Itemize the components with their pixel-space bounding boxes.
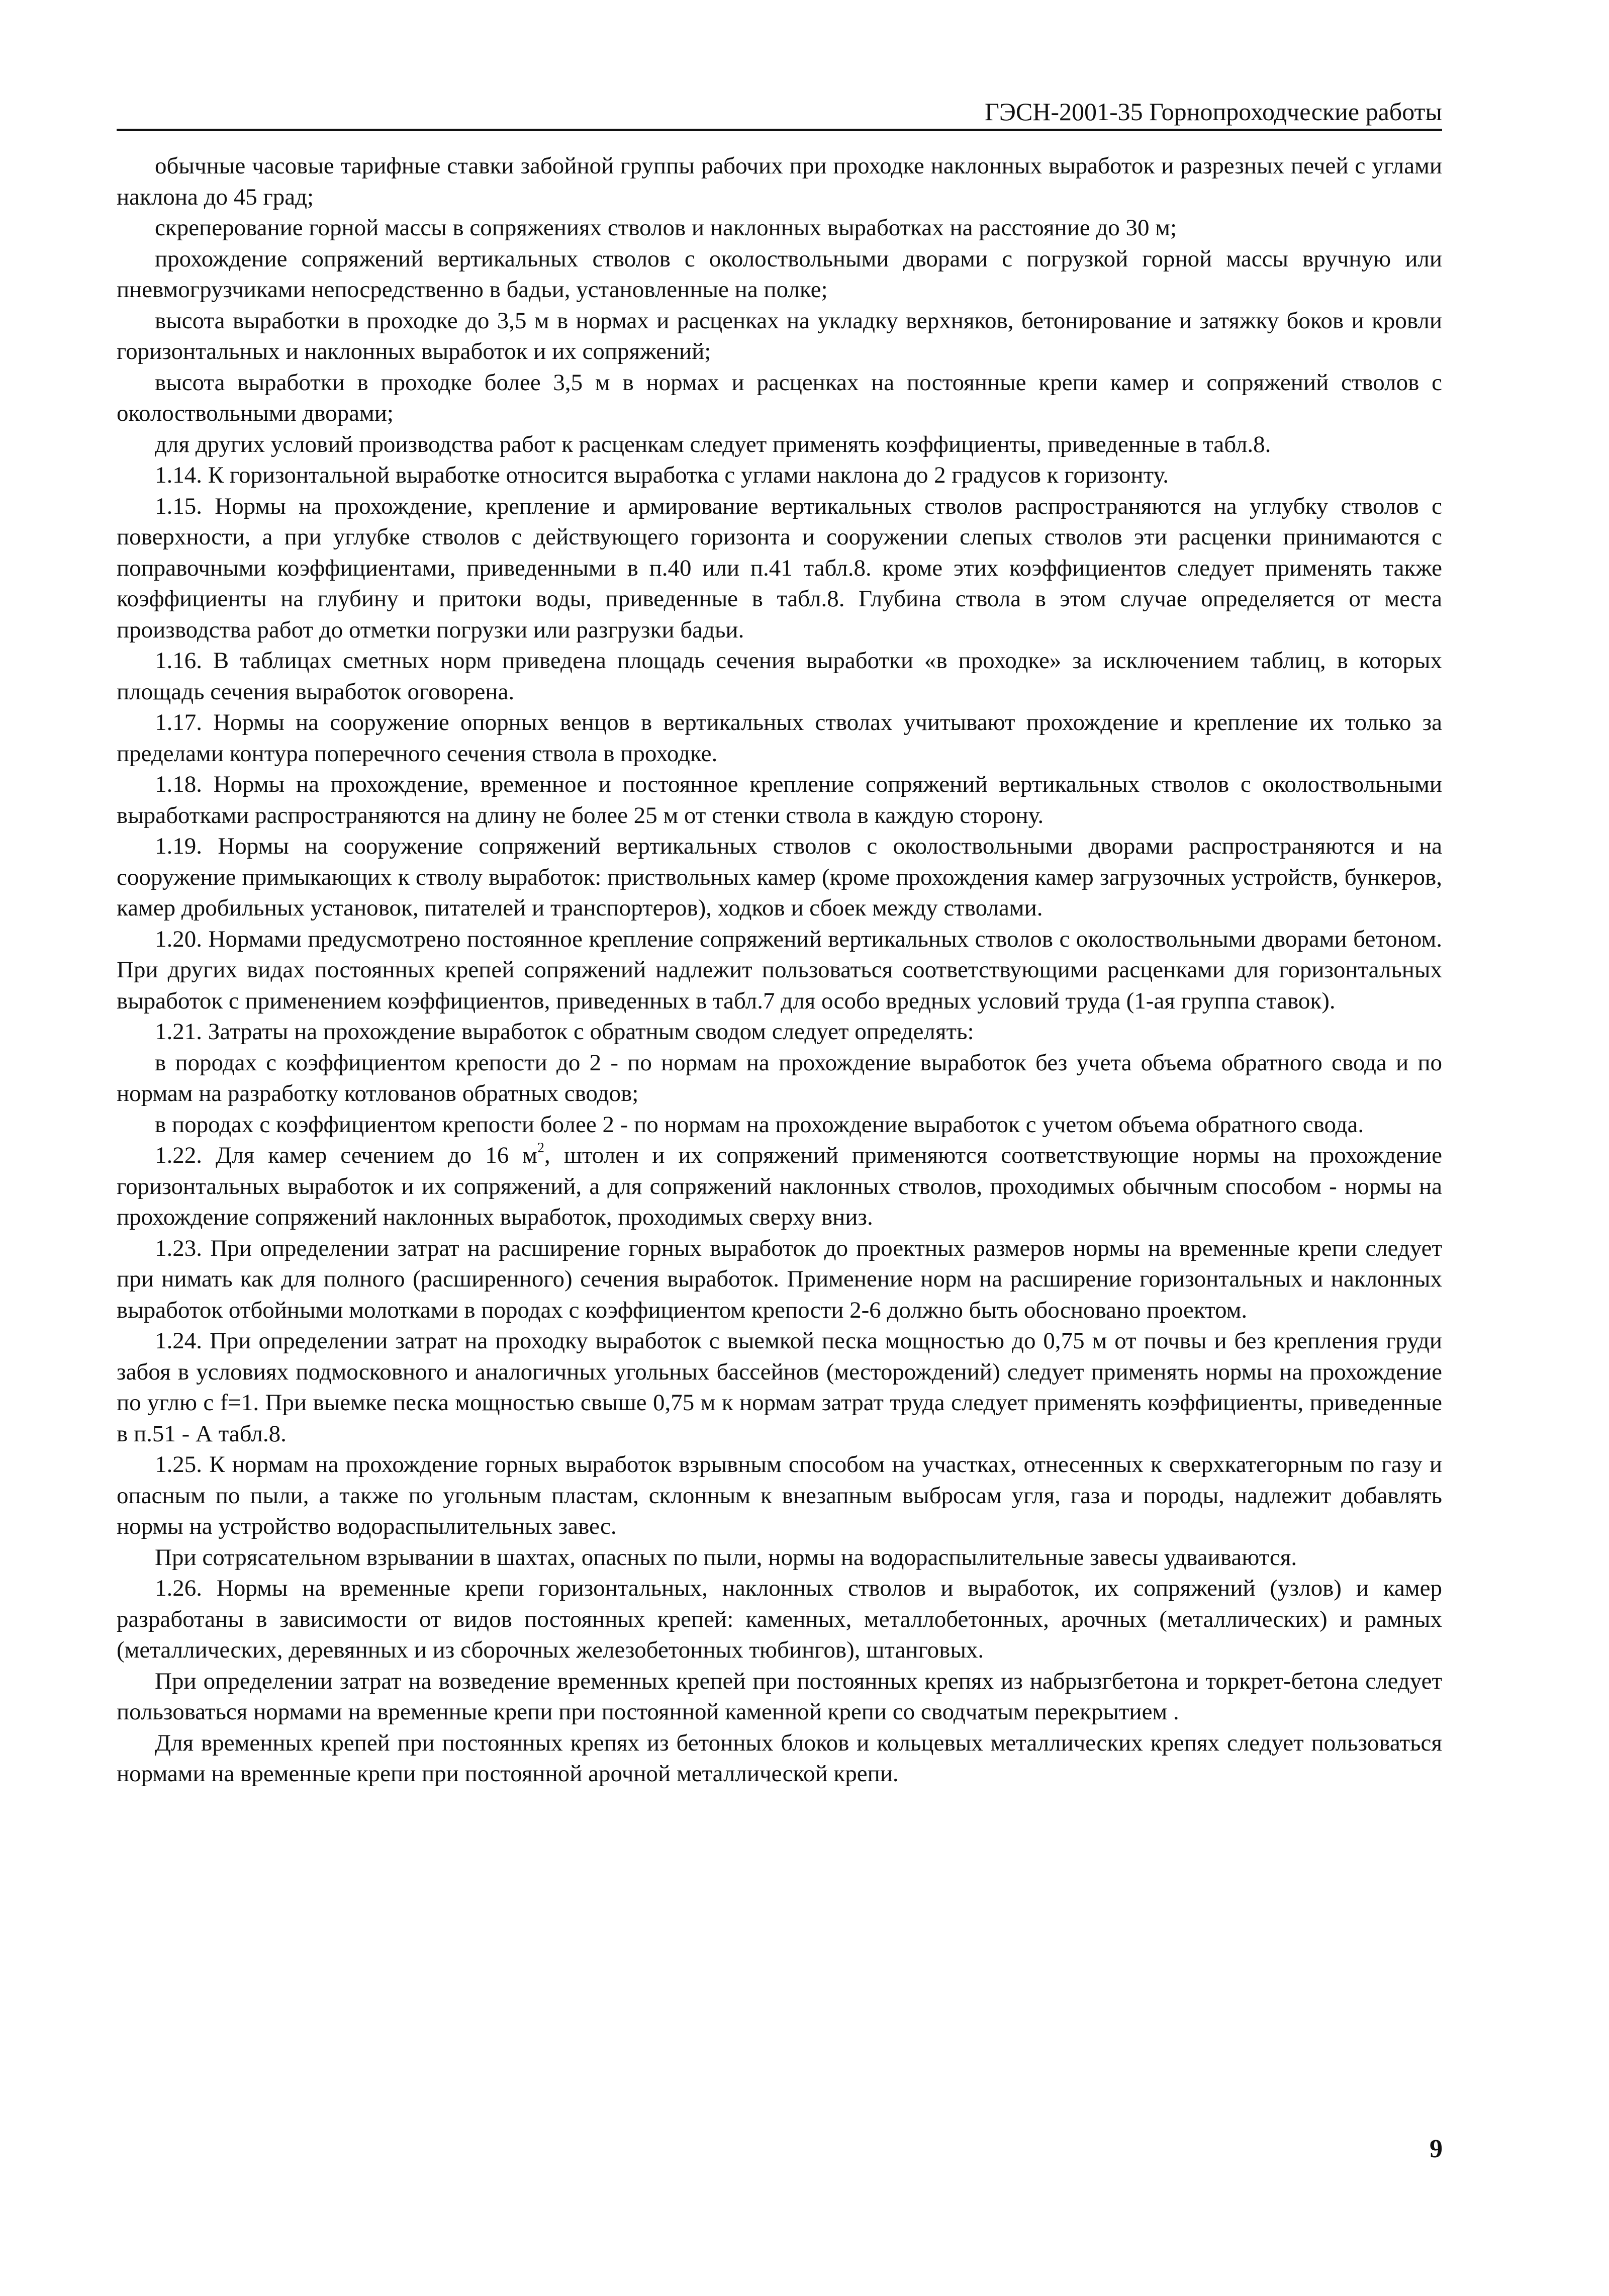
paragraph: Для временных крепей при постоянных крепях из бетонных блоков и кольцевых металлических крепях следует пользоваться нормами на временные крепи при постоянной арочной металлической крепи.	[117, 1729, 1442, 1787]
paragraph-1-22-start: 1.22. Для камер сечением до 16 м	[155, 1142, 538, 1168]
paragraph: для других условий производства работ к расценкам следует применять коэффициенты, приведенные в табл.8.	[155, 431, 1271, 457]
page-header	[117, 96, 1442, 131]
paragraph-1-18: 1.18. Нормы на прохождение, временное и постоянное крепление сопряжений вертикальных стволов с околоствольными выработками распространяются на длину не более 25 м от стенки ствола в каждую сторону.	[117, 771, 1442, 829]
paragraph: прохождение сопряжений вертикальных стволов с околоствольными дворами с погрузкой горной массы вручную или пневмогрузчиками непосредственно в бадьи, установленные на полке;	[117, 245, 1442, 303]
paragraph-1-25: 1.25. К нормам на прохождение горных выработок взрывным способом на участках, отнесенных к сверхкатегорным по газу и опасным по пыли, а также по угольным пластам, склонным к внезапным выбросам угля, газа и породы, надлежит добавлять нормы на устройство водораспылительных завес.	[117, 1451, 1442, 1539]
body-text	[117, 151, 1442, 1790]
paragraph: в породах с коэффициентом крепости до 2 - по нормам на прохождение выработок без учета объема обратного свода и по нормам на разработку котлованов обратных сводов;	[117, 1049, 1442, 1107]
paragraph-1-15: 1.15. Нормы на прохождение, крепление и армирование вертикальных стволов распространяются на углубку стволов с поверхности, а при углубке стволов с действующего горизонта и сооружении слепых стволов эти расценки принимаются с поправочными коэффициентами, приведенными в п.40 или п.41 табл.8. кроме этих коэффициентов следует применять также коэффициенты на глубину и притоки воды, приведенные в табл.8. Глубина ствола в этом случае определяется от места производства работ до отметки погрузки или разгрузки бадьи.	[117, 493, 1442, 643]
superscript: 2	[537, 1140, 545, 1156]
paragraph: в породах с коэффициентом крепости более 2 - по нормам на прохождение выработок с учетом объема обратного свода.	[155, 1111, 1364, 1138]
header-title: ГЭСН-2001-35 Горнопроходческие работы	[985, 98, 1442, 126]
paragraph-1-20: 1.20. Нормами предусмотрено постоянное крепление сопряжений вертикальных стволов с околоствольными дворами бетоном. При других видах постоянных крепей сопряжений надлежит пользоваться соответствующими расценками для горизонтальных выработок с применением коэффициентов, приведенных в табл.7 для особо вредных условий труда (1-ая группа ставок).	[117, 926, 1442, 1014]
paragraph-1-19: 1.19. Нормы на сооружение сопряжений вертикальных стволов с околоствольными дворами распространяются и на сооружение примыкающих к стволу выработок: приствольных камер (кроме прохождения камер загрузочных устройств, бункеров, камер дробильных установок, питателей и транспортеров), ходков и сбоек между стволами.	[117, 833, 1442, 921]
paragraph-1-14: 1.14. К горизонтальной выработке относится выработка с углами наклона до 2 градусов к горизонту.	[155, 462, 1169, 488]
paragraph-1-21: 1.21. Затраты на прохождение выработок с обратным сводом следует определять:	[155, 1019, 974, 1045]
paragraph-1-16: 1.16. В таблицах сметных норм приведена площадь сечения выработки «в проходке» за исключением таблиц, в которых площадь сечения выработок оговорена.	[117, 648, 1442, 705]
paragraph: При определении затрат на возведение временных крепей при постоянных крепях из набрызгбетона и торкрет-бетона следует пользоваться нормами на временные крепи при постоянной каменной крепи со сводчатым перекрытием .	[117, 1668, 1442, 1725]
paragraph: скреперование горной массы в сопряжениях стволов и наклонных выработках на расстояние до 30 м;	[155, 215, 1177, 241]
paragraph: высота выработки в проходке более 3,5 м в нормах и расценках на постоянные крепи камер и сопряжений стволов с околоствольными дворами;	[117, 369, 1442, 426]
paragraph: При сотрясательном взрывании в шахтах, опасных по пыли, нормы на водораспылительные завесы удваиваются.	[155, 1544, 1297, 1571]
paragraph-1-23: 1.23. При определении затрат на расширение горных выработок до проектных размеров нормы на временные крепи следует при нимать как для полного (расширенного) сечения выработок. Применение норм на расширение горизонтальных и наклонных выработок отбойными молотками в породах с коэффициентом крепости 2-6 должно быть обосновано проектом.	[117, 1235, 1442, 1323]
paragraph: высота выработки в проходке до 3,5 м в нормах и расценках на укладку верхняков, бетонирование и затяжку боков и кровли горизонтальных и наклонных выработок и их сопряжений;	[117, 307, 1442, 364]
paragraph-1-26: 1.26. Нормы на временные крепи горизонтальных, наклонных стволов и выработок, их сопряжений (узлов) и камер разработаны в зависимости от видов постоянных крепей: каменных, металлобетонных, арочных (металлических) и рамных (металлических, деревянных и из сборочных железобетонных тюбингов), штанговых.	[117, 1575, 1442, 1663]
paragraph-1-17: 1.17. Нормы на сооружение опорных венцов в вертикальных стволах учитывают прохождение и крепление их только за пределами контура поперечного сечения ствола в проходке.	[117, 709, 1442, 767]
paragraph-1-22-end: , штолен и их сопряжений применяются соответствующие нормы на прохождение горизонтальных выработок и их сопряжений, а для сопряжений наклонных стволов, проходимых обычным способом - нормы на прохождение сопряжений наклонных выработок, проходимых сверху вниз.	[117, 1142, 1443, 1230]
paragraph-1-24: 1.24. При определении затрат на проходку выработок с выемкой песка мощностью до 0,75 м от почвы и без крепления груди забоя в условиях подмосковного и аналогичных угольных бассейнов (месторождений) следует применять нормы на прохождение по углю с f=1. При выемке песка мощностью свыше 0,75 м к нормам затрат труда следует применять коэффициенты, приведенные в п.51 - А табл.8.	[117, 1328, 1442, 1447]
paragraph-1-22	[117, 1140, 1442, 1233]
paragraph: обычные часовые тарифные ставки забойной группы рабочих при проходке наклонных выработок и разрезных печей с углами наклона до 45 град;	[117, 153, 1442, 210]
page-number: 9	[1430, 2135, 1443, 2163]
